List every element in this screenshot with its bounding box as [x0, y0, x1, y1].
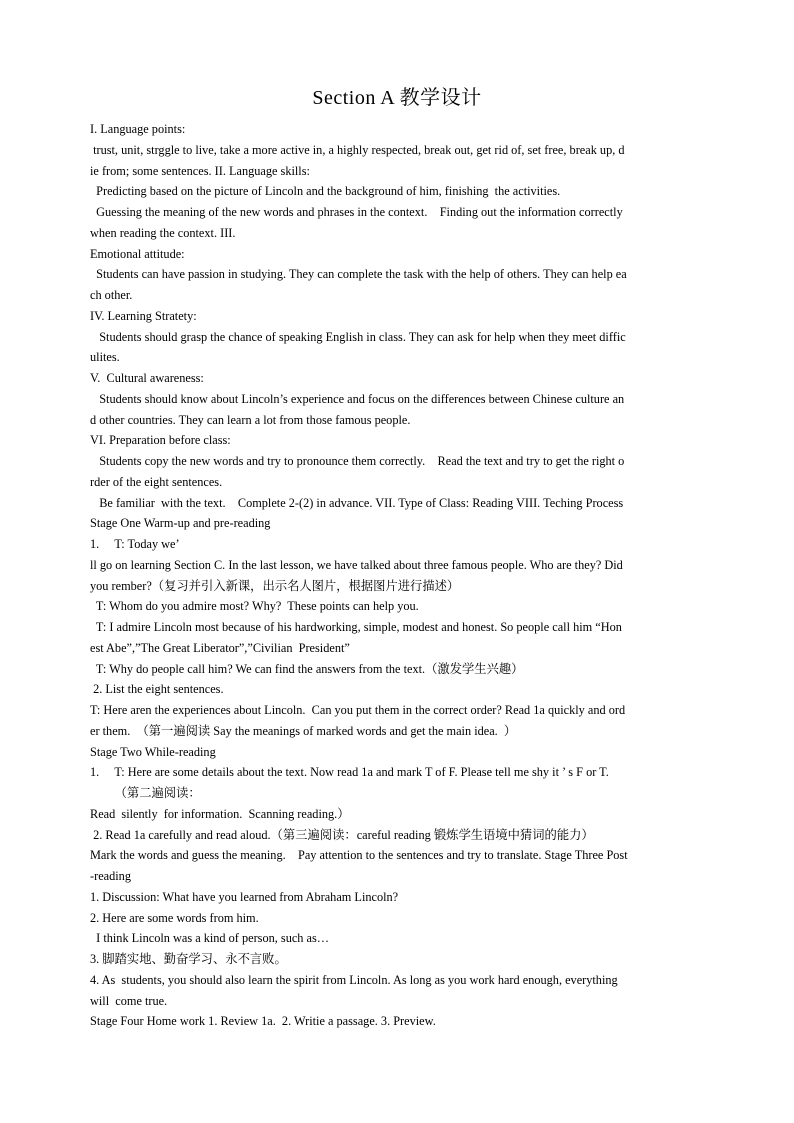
text-line: Stage One Warm-up and pre-reading — [90, 516, 271, 531]
text-line: er them. （第一遍阅读 Say the meanings of marked words and get the main idea. ） — [90, 723, 517, 738]
text-line: Guessing the meaning of the new words and phrases in the context. Finding out the information correctly — [90, 205, 623, 219]
text-line: Emotional attitude: — [90, 246, 185, 261]
text-line: Students should grasp the chance of speaking English in class. They can ask for help when they meet diffic — [90, 329, 626, 344]
text-line: T: Why do people call him? We can find the answers from the text.（激发学生兴趣） — [90, 661, 524, 676]
text-line: ulites. — [90, 350, 120, 365]
document-body — [90, 119, 702, 1032]
text-line: -reading — [90, 869, 131, 883]
text-line: d other countries. They can learn a lot from those famous people. — [90, 412, 411, 427]
text-line: Students copy the new words and try to pronounce them correctly. Read the text and try to get the right o — [90, 454, 625, 468]
text-line: Be familiar with the text. Complete 2-(2) in advance. VII. Type of Class: Reading VIII. Teching Process — [90, 495, 624, 510]
text-line: 2. List the eight sentences. — [90, 682, 224, 697]
text-line: you rember?（复习并引入新课，出示名人图片，根据图片进行描述） — [90, 578, 460, 593]
text-line: 1. T: Today we’ — [90, 537, 180, 551]
text-line: I think Lincoln was a kind of person, such as… — [90, 931, 330, 946]
text-line: T: I admire Lincoln most because of his hardworking, simple, modest and honest. So people call him “Hon — [90, 620, 622, 634]
text-line: V. Cultural awareness: — [90, 371, 204, 385]
text-line: 3. 脚踏实地、勤奋学习、永不言败。 — [90, 952, 287, 966]
text-line: will come true. — [90, 993, 168, 1008]
text-line: I. Language points: — [90, 122, 186, 136]
text-line: ch other. — [90, 288, 133, 302]
text-line: VI. Preparation before class: — [90, 433, 231, 448]
text-line: Stage Two While-reading — [90, 744, 216, 759]
text-line: Read silently for information. Scanning reading.） — [90, 806, 350, 821]
text-line: 2. Read 1a carefully and read aloud.（第三遍阅读：careful reading 锻炼学生语境中猜词的能力） — [90, 827, 594, 842]
text-line: IV. Learning Stratety: — [90, 308, 197, 323]
text-line: T: Whom do you admire most? Why? These points can help you. — [90, 599, 419, 614]
text-line: 1. T: Here are some details about the text. Now read 1a and mark T of F. Please tell me shy it ’ s F or T. — [90, 765, 609, 780]
text-line: ie from; some sentences. II. Language skills: — [90, 163, 310, 178]
text-line: 2. Here are some words from him. — [90, 910, 259, 925]
text-line: 1. Discussion: What have you learned from Abraham Lincoln? — [90, 889, 399, 904]
text-line: rder of the eight sentences. — [90, 474, 223, 489]
text-line: Mark the words and guess the meaning. Pay attention to the sentences and try to translate. Stage Three Post — [90, 848, 628, 863]
page-title: Section A 教学设计 — [312, 87, 482, 109]
text-line: （第二遍阅读： — [90, 786, 201, 800]
text-line: when reading the context. III. — [90, 225, 236, 240]
text-line: Students should know about Lincoln’s experience and focus on the differences between Chinese culture an — [90, 391, 625, 406]
text-line: T: Here aren the experiences about Lincoln. Can you put them in the correct order? Read 1a quickly and ord — [90, 703, 626, 717]
text-line: Stage Four Home work 1. Review 1a. 2. Writie a passage. 3. Preview. — [90, 1014, 436, 1029]
text-line: trust, unit, strggle to live, take a more active in, a highly respected, break out, get rid of, set free, break up, d — [90, 142, 625, 157]
text-line: 4. As students, you should also learn the spirit from Lincoln. As long as you work hard enough, everything — [90, 972, 618, 987]
text-line: ll go on learning Section C. In the last lesson, we have talked about three famous people. Who are they? Did — [90, 557, 623, 572]
text-line: est Abe”,”The Great Liberator”,”Civilian President” — [90, 640, 350, 655]
text-line: Predicting based on the picture of Lincoln and the background of him, finishing the activities. — [90, 184, 561, 199]
text-line: Students can have passion in studying. They can complete the task with the help of others. They can help ea — [90, 267, 627, 282]
